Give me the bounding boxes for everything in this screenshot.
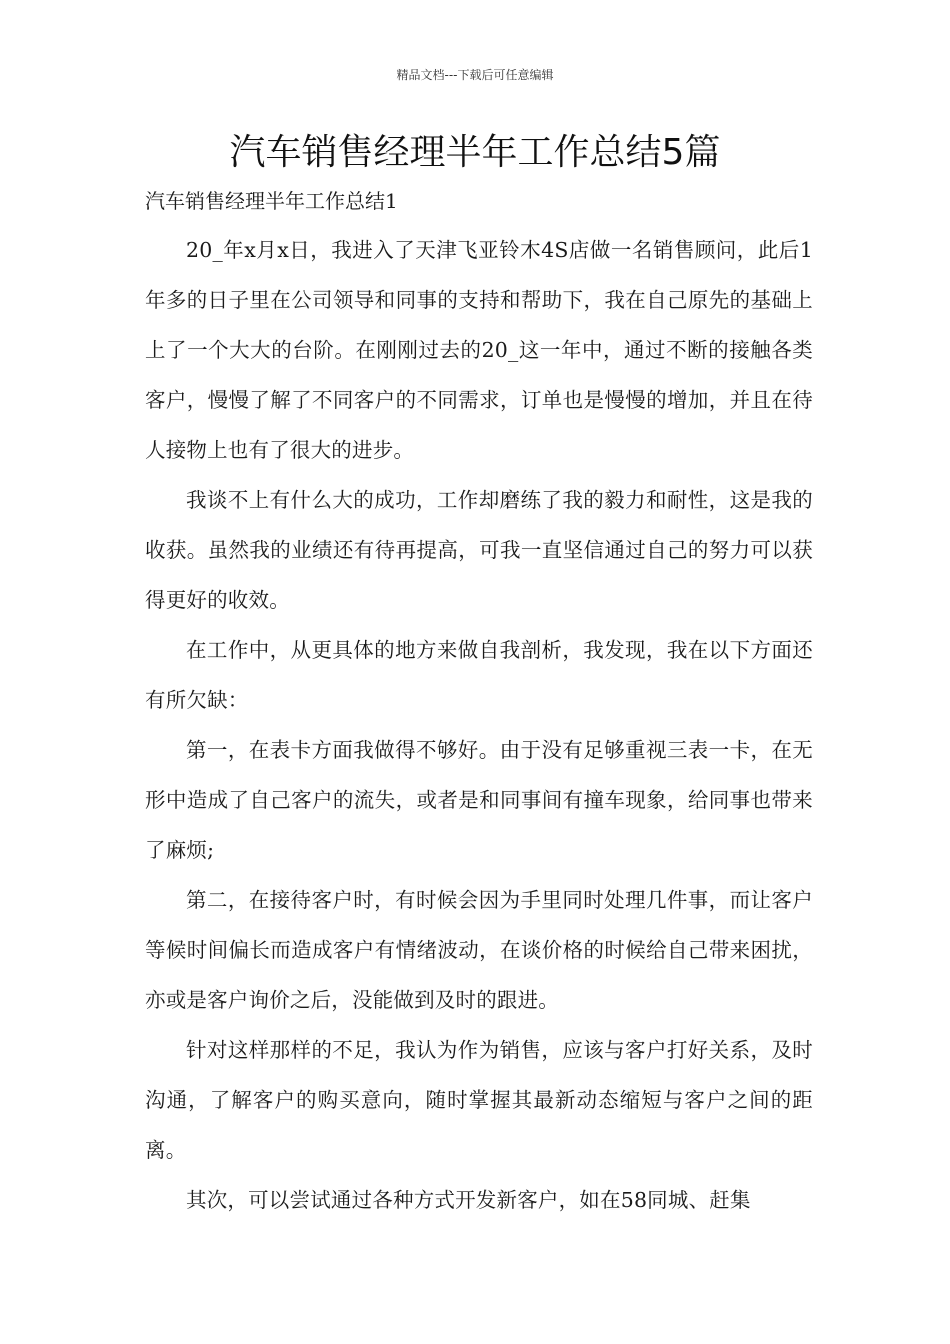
document-title: 汽车销售经理半年工作总结5篇 bbox=[229, 132, 721, 173]
paragraph-3: 在工作中，从更具体的地方来做自我剖析，我发现，我在以下方面还有所欠缺： bbox=[145, 638, 813, 712]
body-text bbox=[145, 225, 813, 1225]
paragraph-6: 针对这样那样的不足，我认为作为销售，应该与客户打好关系，及时沟通，了解客户的购买意向，随时掌握其最新动态缩短与客户之间的距离。 bbox=[145, 1038, 813, 1162]
paragraph-7: 其次，可以尝试通过各种方式开发新客户，如在58同城、赶集 bbox=[186, 1188, 751, 1212]
paragraph-4: 第一，在表卡方面我做得不够好。由于没有足够重视三表一卡，在无形中造成了自己客户的流失，或者是和同事间有撞车现象，给同事也带来了麻烦; bbox=[145, 738, 813, 862]
paragraph-1: 20_年x月x日，我进入了天津飞亚铃木4S店做一名销售顾问，此后1年多的日子里在公司领导和同事的支持和帮助下，我在自己原先的基础上上了一个大大的台阶。在刚刚过去的20_这一年中，通过不断的接触各类客户，慢慢了解了不同客户的不同需求，订单也是慢慢的增加，并且在待人接物上也有了很大的进步。 bbox=[145, 238, 813, 462]
paragraph-5: 第二，在接待客户时，有时候会因为手里同时处理几件事，而让客户等候时间偏长而造成客户有情绪波动，在谈价格的时候给自己带来困扰，亦或是客户询价之后，没能做到及时的跟进。 bbox=[145, 888, 813, 1012]
paragraph-2: 我谈不上有什么大的成功，工作却磨练了我的毅力和耐性，这是我的收获。虽然我的业绩还有待再提高，可我一直坚信通过自己的努力可以获得更好的收效。 bbox=[145, 488, 813, 612]
section-heading: 汽车销售经理半年工作总结1 bbox=[145, 189, 398, 213]
header-note: 精品文档---下载后可任意编辑 bbox=[396, 68, 554, 82]
